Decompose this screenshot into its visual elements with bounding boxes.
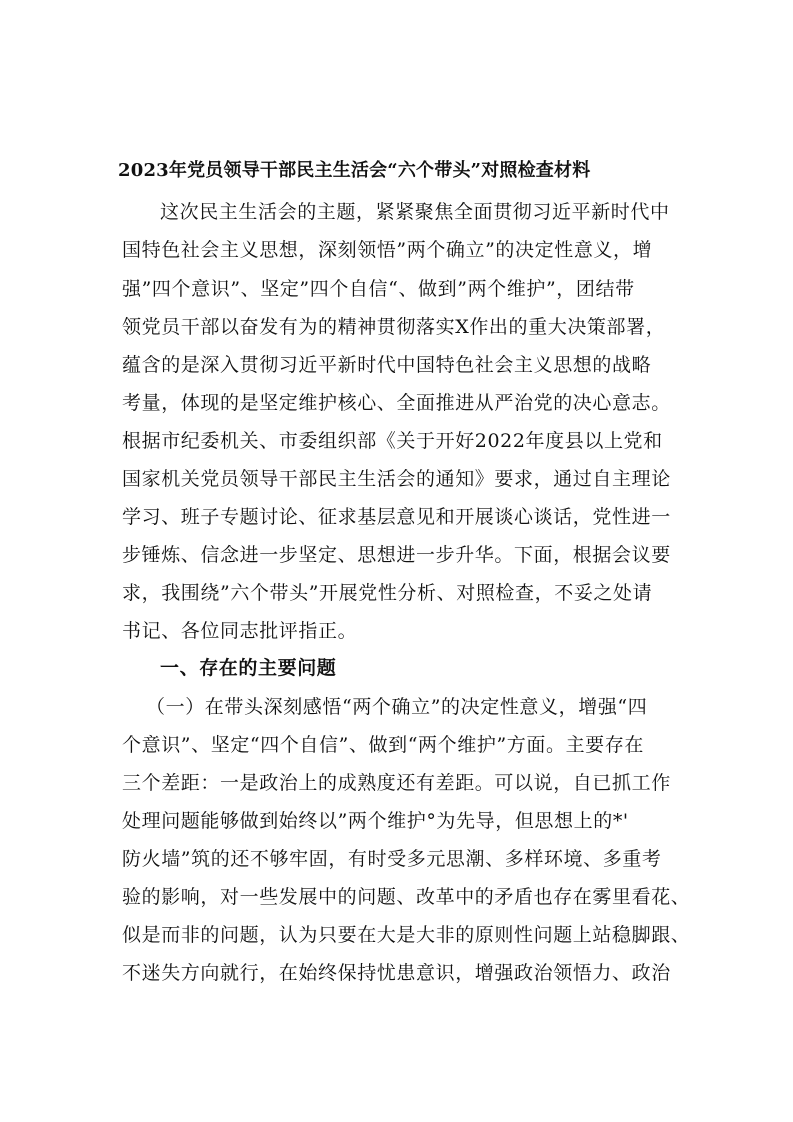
intro-line-2: 国特色社会主义思想，深刻领悟”两个确立”的决定性意义，增 xyxy=(122,239,653,261)
section-line-6: 验的影响，对一些发展中的问题、改革中的矛盾也存在雾里看花、 xyxy=(122,886,691,908)
section-line-1: （一）在带头深刻感悟“两个确立”的决定性意义，增强“四 xyxy=(146,696,648,718)
intro-line-12: 书记、各位同志批评指正。 xyxy=(122,620,358,642)
intro-line-6: 考量，体现的是坚定维护核心、全面推进从严治党的决心意志。 xyxy=(122,392,671,414)
intro-line-5: 蕴含的是深入贯彻习近平新时代中国特色社会主义思想的战略 xyxy=(122,354,652,376)
intro-line-8: 国家机关党员领导干部民主生活会的通知》要求，通过自主理论 xyxy=(122,468,671,490)
section-line-7: 似是而非的问题，认为只要在大是大非的原则性问题上站稳脚跟、 xyxy=(122,924,691,946)
section-line-3: 三个差距：一是政治上的成熟度还有差距。可以说，自已抓工作 xyxy=(122,772,671,794)
section-line-8: 不迷失方向就行，在始终保持忧患意识，增强政治领悟力、政治 xyxy=(122,962,671,984)
section-heading: 一、存在的主要问题 xyxy=(160,657,337,679)
intro-line-3: 强”四个意识”、坚定”四个自信“、做到”两个维护”，团结带 xyxy=(122,278,635,300)
intro-line-9: 学习、班子专题讨论、征求基层意见和开展谈心谈话，党性进一 xyxy=(122,506,671,528)
section-line-5: 防火墙”筑的还不够牢固，有时受多元思潮、多样环境、多重考 xyxy=(122,848,662,870)
intro-line-1: 这次民主生活会的主题，紧紧聚焦全面贯彻习近平新时代中 xyxy=(160,201,670,223)
section-line-4: 处理问题能够做到始终以”两个维护°为先导，但思想上的*' xyxy=(122,810,629,832)
intro-line-10: 步锤炼、信念进一步坚定、思想进一步升华。下面，根据会议要 xyxy=(122,544,671,566)
intro-line-11: 求，我围绕”六个带头”开展党性分析、对照检查，不妥之处请 xyxy=(122,582,653,604)
document-title: 2023年党员领导干部民主生活会“六个带头”对照检查材料 xyxy=(118,160,591,181)
intro-line-4: 领党员干部以奋发有为的精神贯彻落实X作出的重大决策部署， xyxy=(122,316,666,338)
intro-line-7: 根据市纪委机关、市委组织部《关于开好2022年度县以上党和 xyxy=(122,430,663,452)
section-line-2: 个意识”、坚定“四个自信”、做到“两个维护”方面。主要存在 xyxy=(122,734,644,756)
